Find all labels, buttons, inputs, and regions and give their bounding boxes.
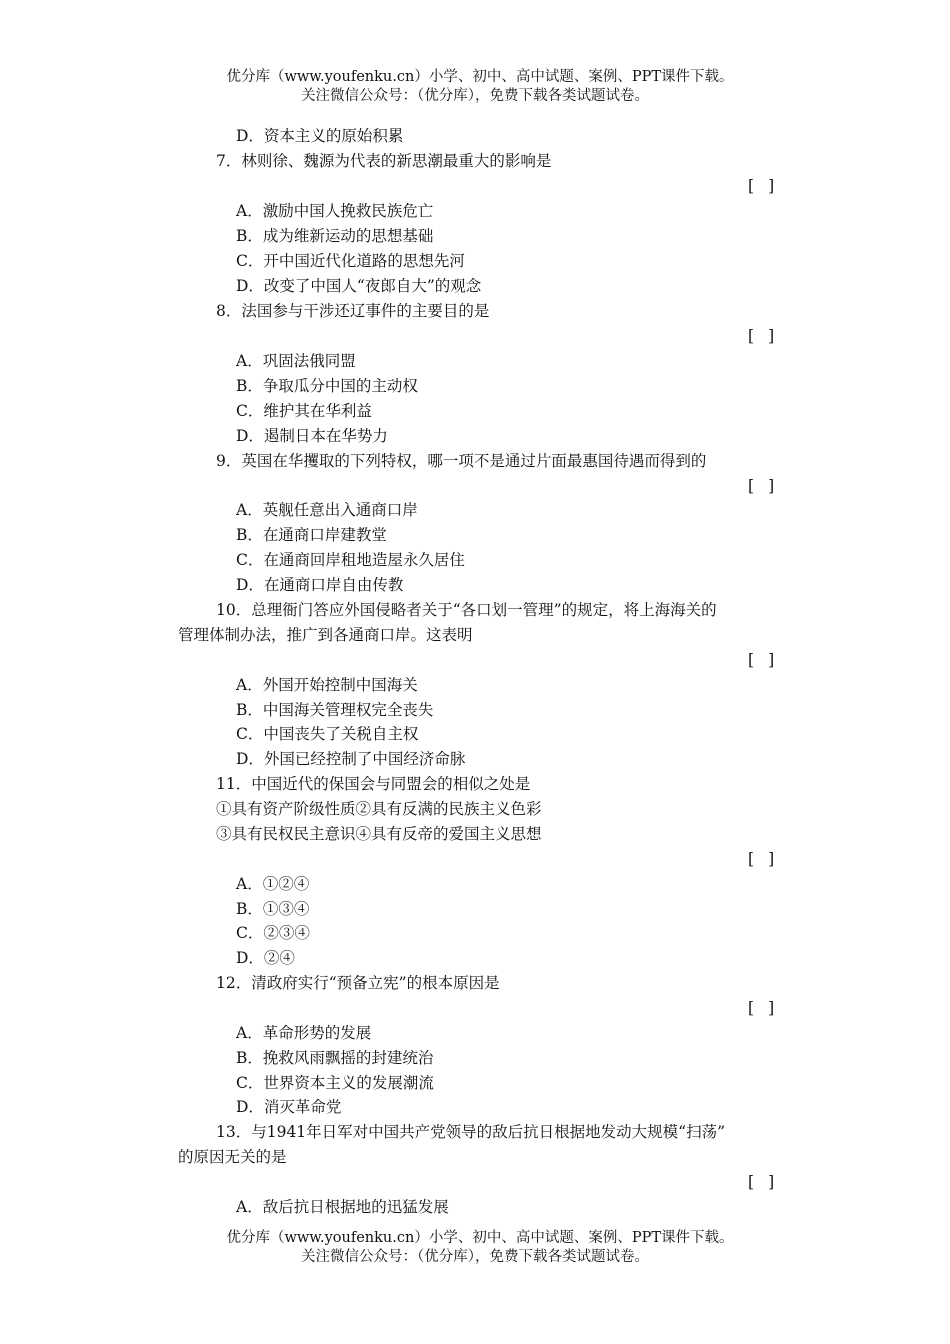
question-9-option-b: B．在通商口岸建教堂 (236, 526, 387, 544)
question-10-option-c: C．中国丧失了关税自主权 (236, 725, 419, 743)
question-11-option-d: D．②④ (236, 949, 295, 967)
question-10-stem-line-2: 管理体制办法，推广到各通商口岸。这表明 (178, 626, 473, 644)
question-11-statements-line-2: ③具有民权民主意识④具有反帝的爱国主义思想 (216, 825, 542, 843)
question-8-option-a: A．巩固法俄同盟 (236, 352, 356, 370)
bracket-right: ] (768, 327, 775, 345)
question-10-option-d: D．外国已经控制了中国经济命脉 (236, 750, 466, 768)
question-13-stem-line-1: 13．与1941年日军对中国共产党领导的敌后抗日根据地发动大规模“扫荡” (216, 1123, 726, 1141)
question-12-option-a: A．革命形势的发展 (236, 1024, 372, 1042)
carryover-option-d: D．资本主义的原始积累 (236, 127, 404, 145)
bracket-right: ] (768, 177, 775, 195)
bracket-right: ] (768, 651, 775, 669)
answer-bracket (748, 476, 774, 496)
question-12-option-d: D．消灭革命党 (236, 1098, 342, 1116)
question-8-option-c: C．维护其在华利益 (236, 402, 372, 420)
bracket-right: ] (768, 1173, 775, 1191)
bracket-left: [ (748, 999, 755, 1017)
question-10-stem-line-1: 10．总理衙门答应外国侵略者关于“各口划一管理”的规定，将上海海关的 (216, 601, 717, 619)
question-13-option-a: A．敌后抗日根据地的迅猛发展 (236, 1198, 449, 1216)
header-line-2: 关注微信公众号：（优分库），免费下载各类试题试卷。 (301, 88, 649, 104)
question-7-option-d: D．改变了中国人“夜郎自大”的观念 (236, 277, 482, 295)
question-12-stem: 12．清政府实行“预备立宪”的根本原因是 (216, 974, 500, 992)
question-13-stem-line-2: 的原因无关的是 (178, 1148, 287, 1166)
question-8-option-d: D．遏制日本在华势力 (236, 427, 388, 445)
footer-line-2: 关注微信公众号：（优分库），免费下载各类试题试卷。 (301, 1249, 649, 1265)
question-7-option-c: C．开中国近代化道路的思想先河 (236, 252, 465, 270)
question-7-option-b: B．成为维新运动的思想基础 (236, 227, 434, 245)
page-header (0, 68, 950, 106)
question-9-option-d: D．在通商口岸自由传教 (236, 576, 404, 594)
question-10-option-b: B．中国海关管理权完全丧失 (236, 701, 434, 719)
page-footer (0, 1229, 950, 1267)
bracket-left: [ (748, 1173, 755, 1191)
bracket-right: ] (768, 477, 775, 495)
bracket-left: [ (748, 651, 755, 669)
question-7-stem: 7．林则徐、魏源为代表的新思潮最重大的影响是 (216, 152, 552, 170)
bracket-left: [ (748, 327, 755, 345)
answer-bracket (748, 326, 774, 346)
question-11-option-a: A．①②④ (236, 875, 310, 893)
header-line-1: 优分库（www.youfenku.cn）小学、初中、高中试题、案例、PPT课件下载。 (226, 69, 734, 85)
bracket-right: ] (768, 999, 775, 1017)
question-10-option-a: A．外国开始控制中国海关 (236, 676, 418, 694)
bracket-left: [ (748, 177, 755, 195)
question-9-stem: 9．英国在华攫取的下列特权，哪一项不是通过片面最惠国待遇而得到的 (216, 452, 707, 470)
question-8-option-b: B．争取瓜分中国的主动权 (236, 377, 418, 395)
question-9-option-a: A．英舰任意出入通商口岸 (236, 501, 418, 519)
question-11-stem: 11．中国近代的保国会与同盟会的相似之处是 (216, 775, 531, 793)
question-12-option-b: B．挽救风雨飘摇的封建统治 (236, 1049, 434, 1067)
answer-bracket (748, 176, 774, 196)
question-11-option-c: C．②③④ (236, 924, 310, 942)
question-9-option-c: C．在通商回岸租地造屋永久居住 (236, 551, 465, 569)
answer-bracket (748, 998, 774, 1018)
answer-bracket (748, 650, 774, 670)
bracket-left: [ (748, 850, 755, 868)
answer-bracket (748, 1172, 774, 1192)
question-12-option-c: C．世界资本主义的发展潮流 (236, 1074, 434, 1092)
bracket-right: ] (768, 850, 775, 868)
question-11-statements-line-1: ①具有资产阶级性质②具有反满的民族主义色彩 (216, 800, 542, 818)
bracket-left: [ (748, 477, 755, 495)
question-7-option-a: A．激励中国人挽救民族危亡 (236, 202, 434, 220)
footer-line-1: 优分库（www.youfenku.cn）小学、初中、高中试题、案例、PPT课件下载。 (226, 1230, 734, 1246)
answer-bracket (748, 849, 774, 869)
question-8-stem: 8．法国参与干涉还辽事件的主要目的是 (216, 302, 490, 320)
question-11-option-b: B．①③④ (236, 900, 310, 918)
